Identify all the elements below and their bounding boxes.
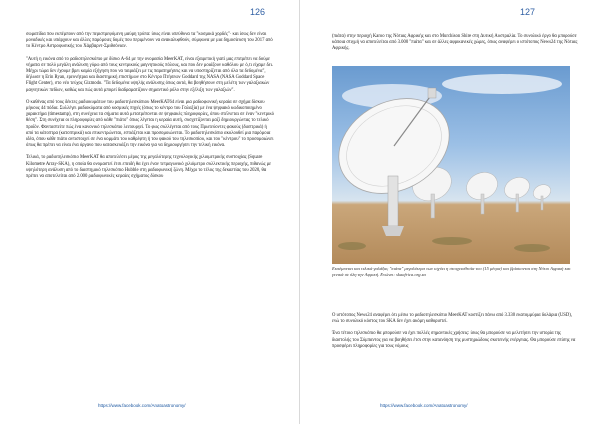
right-page-bottom-text bbox=[332, 313, 578, 356]
page-number: 127 bbox=[520, 7, 536, 17]
figure-caption: Εκπέμπεται και τελικά γαλάξας "πιάτα" μεγαλύτερα των ισχύει η στοιχειοθεσία του (15 μέτρα) και βρίσκονται στη Νότιο Αφρική και γενικά σε όλη την Αφρική. Ενώνει: skaafrica.org.za bbox=[332, 266, 571, 277]
left-page-body bbox=[26, 32, 274, 186]
right-page bbox=[300, 0, 600, 424]
paragraph: σωματίδια που εκπέμπουν από την περιστρεφόμενη μαύρη τρύπα: ίσως είναι υπεύθυνα τα "κοσμικά χορδές"· και ίσως δεν είναι μοναδικές και υπάρχουν και άλλες παρόμοιες δομές που περιμένουν να ανακαλυφθούν, σύμφωνα με μια δημοσίευση του 2017 από το Κέντρο Αστροφυσικής του Χάρβαρντ-Σμιθσόνιαν. bbox=[26, 32, 273, 50]
paragraph: Τελικά, το ραδιοτηλεσκόπιο MeerKAT θα αποτελέσει μέρος της μεγαλύτερης τεχνολογικής χιλιομετρικής συστοιχίας (Square Kilometre Array-SKA), η οποία θα ονομαστεί έτσι επειδή θα έχει έναν τετραγωνικό χιλιόμετρο συλλεκτικής περιοχής, πιθανώς με υψηλότερη ανάλυση από το διαστημικό τηλεσκόπιο Hubble στη ραδιοφωνική ζώνη. Μέχρι το τέλος της δεκαετίας του 2020, θα πρέπει να αποτελείται από 2.000 ραδιοφωνικές κεραίες σχήματος δίσκου bbox=[26, 155, 272, 180]
paragraph: (πιάτα) στην περιοχή Karoo της Νότιας Αφρικής και στο Murchison Shire στη Δυτική Αυστραλία. Το συνολικό έργο θα μπορούσε κάποια στιγμή να αποτελείται από 3.000 "πιάτα" και σε άλλες αφρικανικές χώρες, όπως αναφέρει ο ιστότοπος News24 της Νότιας Αφρικής. bbox=[332, 34, 578, 52]
page-number: 126 bbox=[250, 7, 266, 17]
paragraph: Ένα τέτοιο τηλεσκόπιο θα μπορούσε να έχει πολλές σημαντικές χρήσεις: ίσως θα μπορούσε να μελετήσει την ιστορία της διαστολής του Σύμπαντος για να βοηθήσει έτσι στην κατανόηση της μυστηριώδους σκοτεινής ενέργειας. Θα μπορούσε επίσης να προσφέρει πληροφορίες για τους νόμους bbox=[332, 331, 576, 349]
paragraph: Ο ιστότοπος News24 αναφέρει ότι μέσω το ραδιοτηλεσκόπιο MeerKAT κοστίζει πάνω από 3.330 εκατομμύρια δολάρια (USD), ενώ το συνολικό κόστος του SKA δεν έχει ακόμη καθοριστεί. bbox=[332, 313, 572, 325]
right-page-top-text bbox=[332, 34, 578, 59]
radio-telescope-photo bbox=[332, 66, 570, 264]
paragraph: "Αυτή η εικόνα από το ραδιοτηλεσκόπιο με δίσκο Α-64 με την ονομασία MeerKAT, είναι εξαιρετική γιατί μας επιτρέπει να δούμε νήματα σε πολύ μεγάλη ανάλυση γύρω από τους κεντρικούς μαγνητικούς πόλους, και που δεν μοιάζουν καθόλου με ό,τι είχαμε δει. Μέχρι τώρα δεν έχουμε βρει καμία εξήγηση που να ταιριάζει με τις παρατηρήσεις και να υποστηρίζεται από όλα τα δεδομένα", δήλωσε η Erin Ryan, ερευνήτρια και διαστημική επιστήμων στο Κέντρο Πτήσεων Goddard της NASA (NASA Goddard Space Flight Center), στο νέο τεύχος Gizmodo. "Τα δεδομένα υψηλής ανάλυσης όπως αυτά, θα βοηθήσουν στη μελέτη των γαλαξιακών μαγνητικών πεδίων, καθώς και πώς αυτά μπορεί διαδραματίζουν σημαντικό ρόλο στην εξέλιξη των γαλαξιών". bbox=[26, 56, 274, 93]
telescope-illustration bbox=[332, 66, 570, 264]
footer-link[interactable]: https://www.facebook.com/Anatoastronomy/ bbox=[380, 403, 468, 408]
paragraph: Ο καθένας από τους δέκτες ραδιοκυμάτων του ραδιοτηλεσκόπιου MeerKAT64 είναι μια ραδιοφωνική κεραία σε σχήμα δίσκου μήκους 44 πόδια. Συλλέγει ραδιοκύματα από κοσμικές πηγές (όπως το κέντρο του Γαλαξία) με ένα ψηφιακό κωδικοποιημένο χαρακτήρα (timestamp), στη συνέχεια τα σήματα αυτά μετατρέπονται σε ψηφιακές πληροφορίες, όπου στέλνεται σε έναν "κεντρικό θέση". Στη συνέχεια οι πληροφορίες από κάθε "πιάτο" όπως λέγεται η κεραία αυτή, συσχετίζονται μαζί δημιουργώντας το τελικό προϊόν. Φανταστείτε πώς ένα κανονικό τηλεσκόπιο λειτουργεί. Το φως συλλέγεται από τους Πρωτεύοντες φακούς (διοπτρικά) ή από τα κάτοπτρα (κατοπτρικά) και επικεντρώνεται, εστιάζεται και προσομοιώνεται. Το ραδιοτηλεσκόπιο ακολουθεί μια παρόμοια ιδέα, όπου κάθε πιάτο αντιστοιχεί σε ένα κομμάτι του καθρέφτη ή του φακού του τηλεσκοπίου, και του "κέντρου" το προσομοιώνει όπως θα πρέπει να είναι ένα όργανο που κατασκευάζει την εικόνα για να δημιουργήσει την τελική εικόνα. bbox=[26, 99, 274, 149]
footer-link[interactable]: https://www.facebook.com/Anatoastronomy/ bbox=[98, 403, 186, 408]
